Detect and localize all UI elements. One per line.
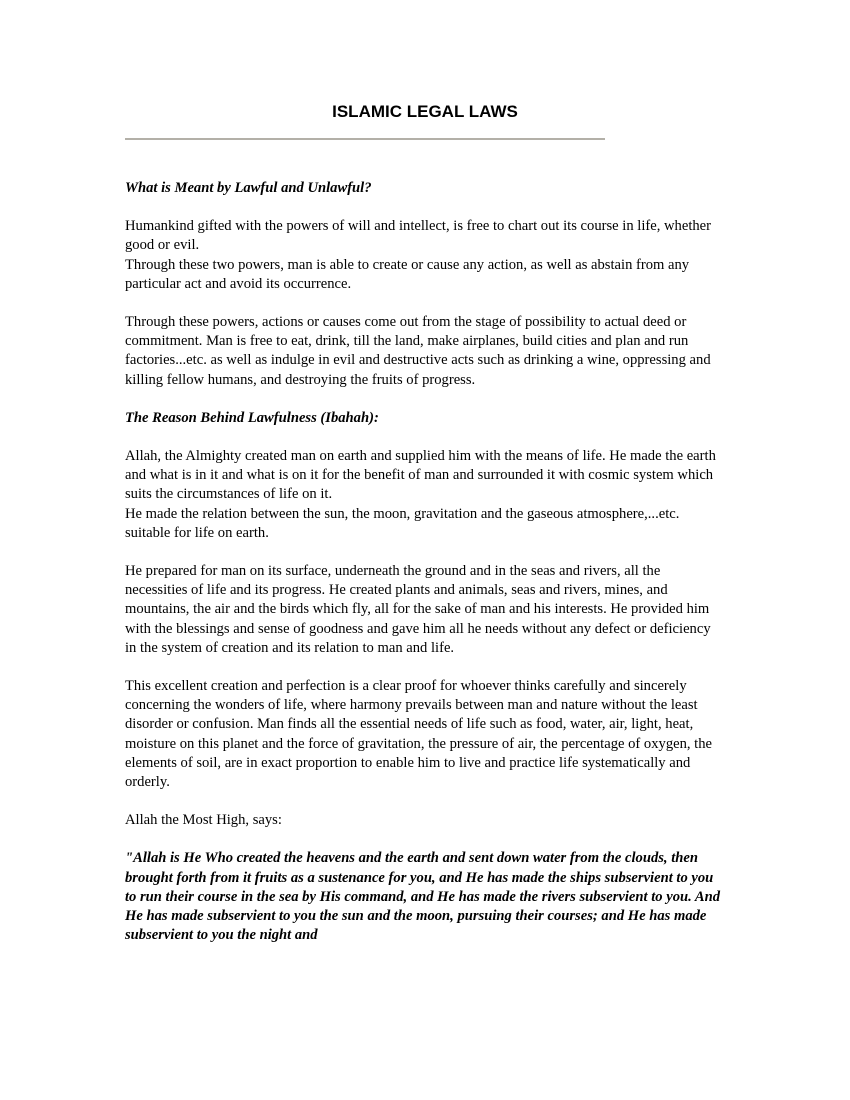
section-heading-lawful: What is Meant by Lawful and Unlawful? <box>125 180 372 196</box>
section-heading-ibahah: The Reason Behind Lawfulness (Ibahah): <box>125 409 379 426</box>
spacer <box>125 140 725 179</box>
paragraph: He prepared for man on its surface, underneath the ground and in the seas and rivers, all the necessities of life and its progress. He created plants and animals, seas and rivers, mines, and mountains, the air and the birds which fly, all for the sake of man and his interests. He provided him with the blessings and sense of goodness and gave him all he needs without any defect or deficiency in the system of creation and its relation to man and life. <box>125 563 711 656</box>
spacer <box>125 198 725 217</box>
paragraph: Through these powers, actions or causes come out from the stage of possibility to actual deed or commitment. Man is free to eat, drink, till the land, make airplanes, build cities and plan and run factories...etc. as well as indulge in evil and destructive acts such as drinking a wine, oppressing and killing fellow humans, and destroying the fruits of progress. <box>125 314 711 388</box>
paragraph: Allah, the Almighty created man on earth and supplied him with the means of life. He made the earth and what is in it and what is on it for the benefit of man and surrounded it with cosmic system which suits the circumstances of life on it. <box>125 448 716 503</box>
spacer <box>125 543 725 562</box>
document-title: ISLAMIC LEGAL LAWS <box>332 102 518 121</box>
spacer <box>125 428 725 447</box>
spacer <box>125 390 725 409</box>
paragraph: Allah the Most High, says: <box>125 812 282 829</box>
paragraph: Humankind gifted with the powers of will and intellect, is free to chart out its course in life, whether good or evil. <box>125 218 712 254</box>
spacer <box>125 294 725 313</box>
document-page <box>125 100 725 946</box>
paragraph: He made the relation between the sun, the moon, gravitation and the gaseous atmosphere,...etc. suitable for life on earth. <box>125 505 680 541</box>
paragraph: This excellent creation and perfection is a clear proof for whoever thinks carefully and sincerely concerning the wonders of life, where harmony prevails between man and nature without the least disorder or confusion. Man finds all the essential needs of life such as food, water, air, light, heat, moisture on this planet and the force of gravitation, the pressure of air, the percentage of oxygen, the elements of soil, are in exact proportion to enable him to live and practice life systematically and orderly. <box>125 678 713 791</box>
paragraph: Through these two powers, man is able to create or cause any action, as well as abstain from any particular act and avoid its occurrence. <box>125 256 690 292</box>
quran-quote: "Allah is He Who created the heavens and the earth and sent down water from the clouds, then brought forth from it fruits as a sustenance for you, and He has made the ships subservient to you to run their course in the sea by His command, and He has made the rivers subservient to you. And He has made subservient to you the sun and the moon, pursuing their courses; and He has made subservient to you the night and <box>125 850 721 944</box>
spacer <box>125 830 725 849</box>
spacer <box>125 658 725 677</box>
spacer <box>125 792 725 811</box>
